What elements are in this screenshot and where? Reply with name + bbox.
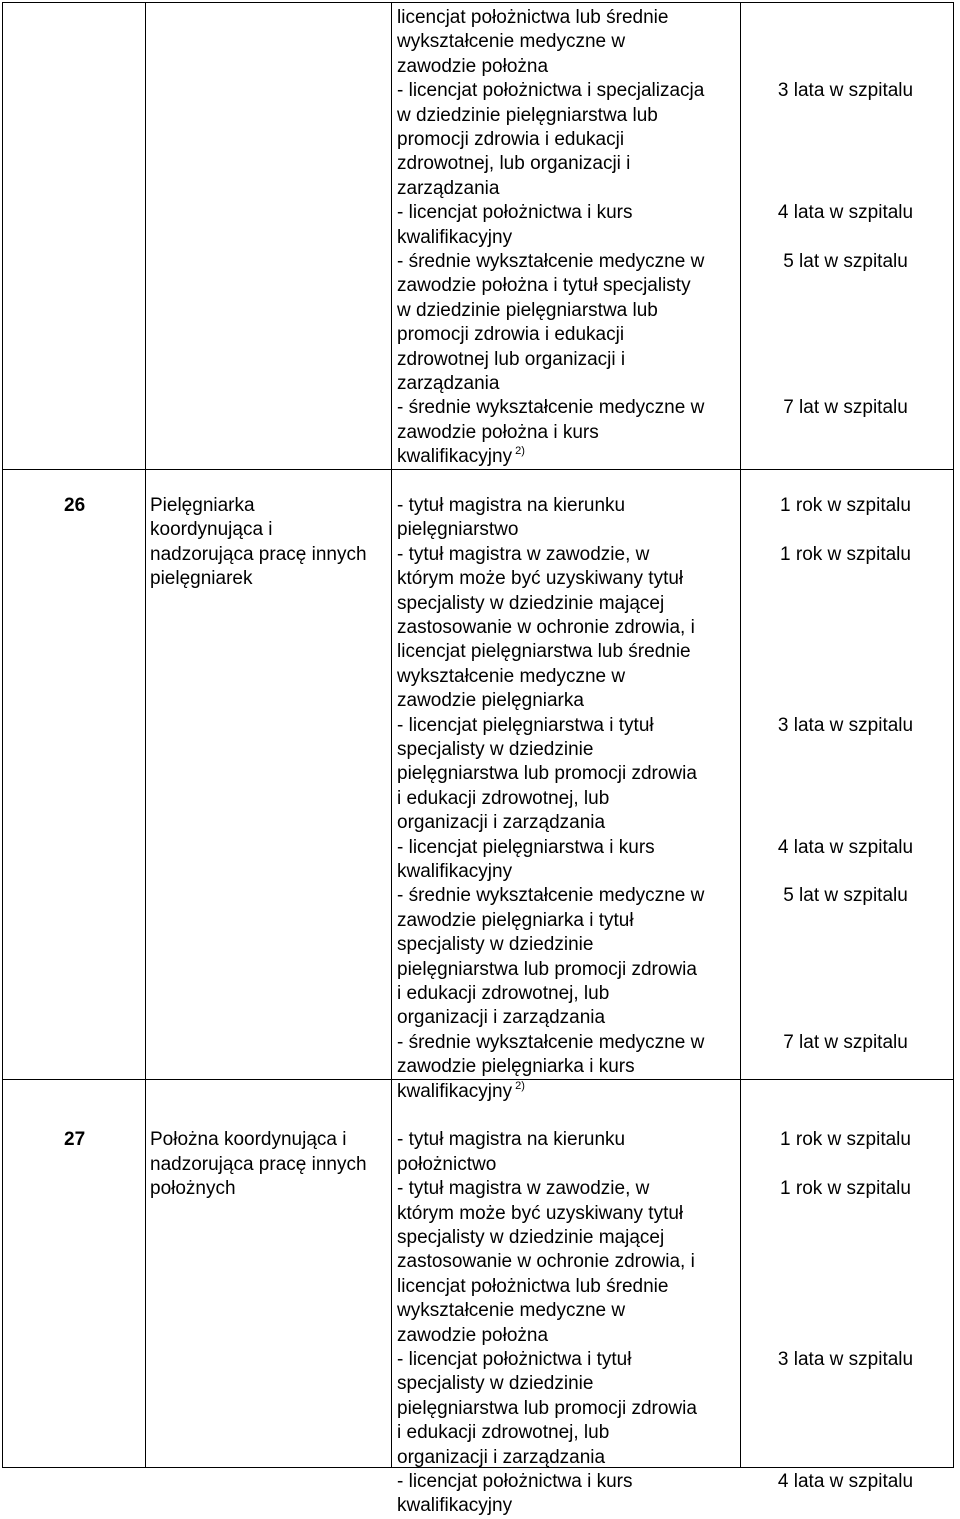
qualification-text: pielęgniarstwa lub promocji zdrowia: [397, 763, 697, 785]
qualification-text: zawodzie położna: [397, 55, 549, 77]
qualification-text: zarządzania: [397, 373, 500, 394]
qualification-line: [397, 421, 599, 445]
qualification-line: [397, 640, 691, 664]
qualification-line: [397, 787, 609, 811]
qualification-line: [397, 445, 525, 469]
qualification-line: [397, 299, 658, 323]
qualification-text: promocji zdrowia i edukacji: [397, 129, 625, 150]
qualification-line: [397, 1128, 625, 1152]
qualification-text: organizacji i zarządzania: [397, 1446, 606, 1468]
position-name-line: Pielęgniarka: [150, 495, 255, 516]
required-experience: 4 lata w szpitalu: [777, 202, 914, 224]
position-name-line: pielęgniarek: [150, 568, 253, 590]
qualification-line: [397, 30, 625, 54]
required-experience: 7 lat w szpitalu: [783, 397, 908, 419]
qualification-text: położnictwo: [397, 1153, 497, 1175]
qualification-line: [397, 1397, 697, 1421]
qualification-line: [397, 1226, 664, 1250]
required-experience: 3 lata w szpitalu: [777, 1349, 914, 1370]
qualification-text: którym może być uzyskiwany tytuł: [397, 568, 684, 590]
qualification-line: [397, 738, 593, 762]
qualification-text: - licencjat położnictwa i specjalizacja: [397, 80, 705, 102]
qualification-text: - średnie wykształcenie medyczne w: [397, 1031, 705, 1053]
qualification-line: [397, 1372, 593, 1396]
qualification-line: [397, 250, 704, 274]
qualification-line: [397, 982, 609, 1006]
qualification-text: licencjat położnictwa lub średnie: [397, 7, 669, 28]
qualification-line: [397, 567, 683, 591]
qualification-text: i edukacji zdrowotnej, lub: [397, 983, 610, 1004]
qualification-text: kwalifikacyjny: [397, 1080, 513, 1102]
qualification-text: i edukacji zdrowotnej, lub: [397, 1422, 610, 1444]
qualification-text: - średnie wykształcenie medyczne w: [397, 885, 705, 907]
qualification-line: [397, 55, 548, 79]
qualification-text: w dziedzinie pielęgniarstwa lub: [397, 104, 658, 126]
qualification-line: [397, 811, 605, 835]
footnote-marker: 2): [512, 1079, 525, 1092]
qualification-line: [397, 79, 704, 103]
qualification-line: [397, 543, 649, 567]
required-experience: 5 lat w szpitalu: [783, 251, 908, 272]
qualification-text: którym może być uzyskiwany tytuł: [397, 1202, 684, 1224]
qualification-text: zawodzie pielęgniarka i tytuł: [397, 909, 634, 931]
qualification-text: promocji zdrowia i edukacji: [397, 324, 625, 346]
qualification-text: pielęgniarstwo: [397, 519, 519, 541]
qualification-text: licencjat położnictwa lub średnie: [397, 1275, 669, 1297]
position-name-line: nadzorująca pracę innych: [150, 543, 367, 565]
qualification-text: specjalisty w dziedzinie mającej: [397, 1227, 665, 1248]
qualification-text: kwalifikacyjny: [397, 861, 513, 882]
qualification-text: zawodzie położna i tytuł specjalisty: [397, 275, 691, 297]
required-experience: 4 lata w szpitalu: [777, 836, 914, 858]
qualification-line: [397, 933, 593, 957]
qualification-line: [397, 1470, 632, 1494]
qualification-text: w dziedzinie pielęgniarstwa lub: [397, 299, 658, 321]
required-experience: 7 lat w szpitalu: [783, 1031, 908, 1053]
qualification-line: [397, 665, 625, 689]
qualification-line: [397, 1055, 635, 1079]
qualification-text: organizacji i zarządzania: [397, 812, 606, 834]
footnote-marker: 2): [512, 445, 525, 458]
qualification-text: kwalifikacyjny: [397, 446, 513, 468]
position-name-line: nadzorująca pracę innych: [150, 1153, 367, 1175]
qualification-line: [397, 762, 697, 786]
qualification-text: - tytuł magistra w zawodzie, w: [397, 1178, 650, 1200]
qualification-line: [397, 152, 630, 176]
qualification-line: [397, 494, 625, 518]
qualification-text: - licencjat położnictwa i kurs: [397, 1471, 633, 1492]
qualification-text: - licencjat położnictwa i kurs: [397, 202, 633, 224]
qualification-text: pielęgniarstwa lub promocji zdrowia: [397, 958, 697, 980]
row-number: 26: [64, 495, 86, 516]
qualification-line: [397, 1348, 631, 1372]
qualification-text: specjalisty w dziedzinie: [397, 739, 594, 760]
qualification-line: [397, 1153, 496, 1177]
qualification-line: [397, 372, 499, 396]
qualification-line: [397, 1006, 605, 1030]
qualification-text: kwalifikacyjny: [397, 1495, 513, 1517]
required-experience: 1 rok w szpitalu: [780, 543, 911, 565]
qualification-text: - licencjat pielęgniarstwa i tytuł: [397, 714, 654, 736]
qualification-line: [397, 1324, 548, 1348]
qualification-line: [397, 1446, 605, 1470]
qualification-line: [397, 860, 512, 884]
qualification-text: - tytuł magistra w zawodzie, w: [397, 543, 650, 565]
qualification-line: [397, 1080, 525, 1104]
qualification-line: [397, 1250, 695, 1274]
qualification-line: [397, 104, 658, 128]
qualification-line: [397, 1299, 625, 1323]
qualification-text: zawodzie położna i kurs: [397, 421, 599, 443]
qualification-text: zastosowanie w ochronie zdrowia, i: [397, 617, 695, 638]
qualification-line: [397, 226, 512, 250]
qualification-text: specjalisty w dziedzinie mającej: [397, 592, 665, 614]
qualification-line: [397, 616, 695, 640]
qualification-text: - średnie wykształcenie medyczne w: [397, 397, 705, 419]
qualification-text: zarządzania: [397, 177, 500, 199]
qualification-line: [397, 689, 584, 713]
qualification-line: [397, 201, 632, 225]
qualification-line: [397, 396, 704, 420]
required-experience: 1 rok w szpitalu: [780, 1178, 911, 1200]
qualification-text: zawodzie pielęgniarka: [397, 690, 584, 712]
qualification-text: i edukacji zdrowotnej, lub: [397, 787, 610, 809]
position-name-line: koordynująca i: [150, 519, 273, 541]
qualification-line: [397, 1275, 668, 1299]
qualification-text: wykształcenie medyczne w: [397, 665, 626, 687]
qualification-line: [397, 1177, 649, 1201]
qualification-text: kwalifikacyjny: [397, 226, 513, 248]
qualification-text: pielęgniarstwa lub promocji zdrowia: [397, 1397, 697, 1419]
qualification-line: [397, 909, 634, 933]
required-experience: 1 rok w szpitalu: [780, 1129, 911, 1151]
qualification-text: zdrowotnej, lub organizacji i: [397, 153, 631, 175]
position-name-line: położnych: [150, 1178, 236, 1200]
column-divider-qualifications: [740, 3, 741, 1467]
qualification-line: [397, 348, 625, 372]
qualification-line: [397, 836, 655, 860]
qualification-line: [397, 6, 668, 30]
qualification-line: [397, 884, 704, 908]
qualification-text: specjalisty w dziedzinie: [397, 1373, 594, 1395]
qualification-line: [397, 1202, 683, 1226]
qualification-text: licencjat pielęgniarstwa lub średnie: [397, 641, 691, 663]
qualification-line: [397, 958, 697, 982]
qualification-text: wykształcenie medyczne w: [397, 1300, 626, 1322]
required-experience: 1 rok w szpitalu: [780, 495, 911, 516]
qualification-text: - tytuł magistra na kierunku: [397, 495, 626, 516]
qualification-line: [397, 128, 624, 152]
required-experience: 3 lata w szpitalu: [777, 80, 914, 102]
qualification-text: - tytuł magistra na kierunku: [397, 1129, 626, 1151]
qualification-text: zawodzie pielęgniarka i kurs: [397, 1056, 635, 1078]
qualification-text: organizacji i zarządzania: [397, 1007, 606, 1029]
qualification-line: [397, 592, 664, 616]
qualification-text: zawodzie położna: [397, 1324, 549, 1346]
qualification-text: specjalisty w dziedzinie: [397, 934, 594, 956]
qualification-line: [397, 1421, 609, 1445]
qualification-line: [397, 1494, 512, 1518]
required-experience: 3 lata w szpitalu: [777, 714, 914, 736]
qualification-text: - średnie wykształcenie medyczne w: [397, 251, 705, 272]
position-name-line: Położna koordynująca i: [150, 1129, 347, 1151]
qualification-line: [397, 274, 691, 298]
required-experience: 5 lat w szpitalu: [783, 885, 908, 907]
qualification-line: [397, 323, 624, 347]
qualification-line: [397, 1031, 704, 1055]
qualification-text: - licencjat położnictwa i tytuł: [397, 1349, 632, 1370]
row-number: 27: [64, 1129, 86, 1151]
qualification-line: [397, 177, 499, 201]
column-divider-position: [391, 3, 392, 1467]
qualification-line: [397, 714, 654, 738]
required-experience: 4 lata w szpitalu: [777, 1471, 914, 1492]
qualification-text: wykształcenie medyczne w: [397, 31, 626, 53]
qualification-text: zastosowanie w ochronie zdrowia, i: [397, 1251, 695, 1273]
qualification-text: zdrowotnej lub organizacji i: [397, 348, 626, 370]
qualification-text: - licencjat pielęgniarstwa i kurs: [397, 836, 655, 858]
column-divider-number: [145, 3, 146, 1467]
qualification-line: [397, 518, 518, 542]
